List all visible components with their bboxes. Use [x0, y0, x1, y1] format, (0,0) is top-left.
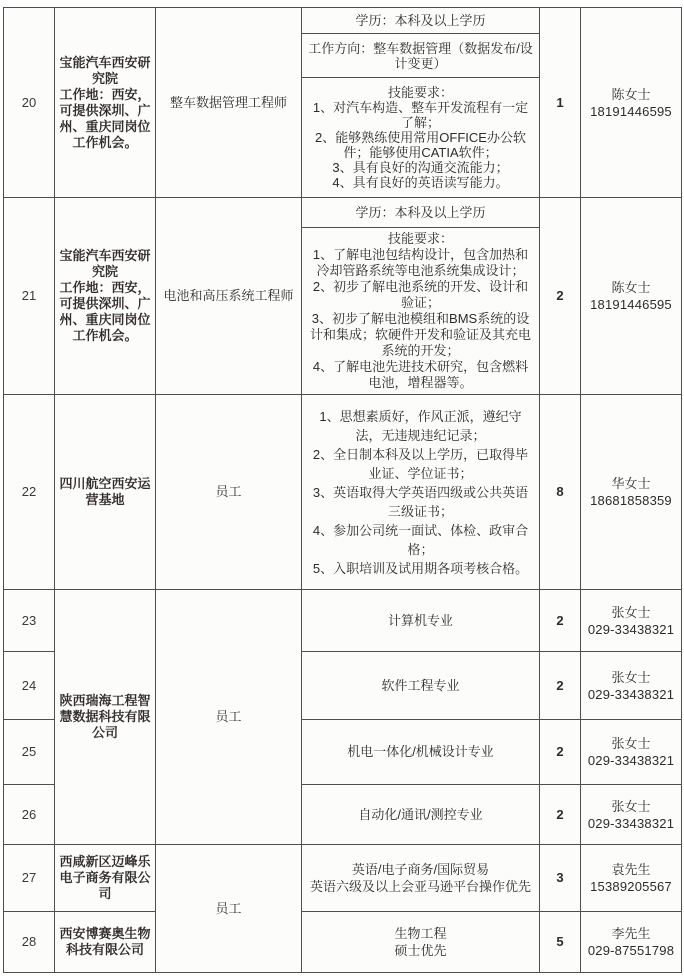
row-23-count-cell: 2: [540, 590, 581, 652]
requirement-line: 英语/电子商务/国际贸易: [351, 862, 490, 877]
skills-title: 技能要求：: [387, 231, 453, 246]
row-25-count-cell: 2: [540, 720, 581, 785]
table-row-23: [4, 590, 682, 652]
row-25-number-cell: 25: [4, 720, 55, 785]
row-20-count-cell: 1: [540, 8, 581, 198]
contact-phone: 15389205567: [590, 879, 672, 894]
requirement-line: 生物工程: [394, 926, 447, 941]
requirements-list: [305, 403, 536, 582]
row-21-requirements-cell: [302, 198, 540, 395]
row-26-count-cell: 2: [540, 785, 581, 845]
company-name: 西安博赛奥生物科技有限公司: [59, 926, 151, 957]
row-21-count-cell: 2: [540, 198, 581, 395]
row-27-requirements-cell: [302, 845, 540, 912]
company-name: 宝能汽车西安研究院: [59, 54, 151, 86]
row-24-count-cell: 2: [540, 652, 581, 720]
row-28-company-cell: [55, 912, 156, 973]
row-24-requirements-cell: 软件工程专业: [302, 652, 540, 720]
row-27-count-cell: 3: [540, 845, 581, 912]
rows-27-28-position-cell: 员工: [156, 845, 302, 973]
row-20-number-cell: 20: [4, 8, 55, 198]
contact-name: 袁先生: [611, 862, 651, 877]
education-subrow: 学历：本科及以上学历: [302, 8, 539, 34]
row-20-company-cell: [55, 8, 156, 198]
skill-line: 4、具有良好的英语读写能力。: [332, 175, 509, 190]
requirement-line: 5、入职培训及试用期各项考核合格。: [312, 560, 529, 576]
contact-phone: 029-33438321: [587, 815, 675, 831]
row-22-company-cell: [55, 395, 156, 590]
row-22-requirements-cell: [302, 395, 540, 590]
requirement-line: 3、英语取得大学英语四级或公共英语三级证书；: [312, 484, 529, 519]
row-24-contact-cell: [581, 652, 682, 720]
company-note: 工作地：西安，可提供深圳、广州、重庆同岗位工作机会。: [59, 86, 151, 150]
contact-phone: 18681858359: [590, 493, 672, 508]
contact-phone: 029-33438321: [587, 621, 675, 637]
row-23-contact-cell: [581, 590, 682, 652]
requirement-line: 2、全日制本科及以上学历，已取得毕业证、学位证书；: [312, 446, 529, 481]
table-row-21: [4, 198, 682, 395]
row-23-number-cell: 23: [4, 590, 55, 652]
row-22-contact-cell: [581, 395, 682, 590]
requirements-subtable: [302, 198, 539, 394]
row-26-contact-cell: [581, 785, 682, 845]
contact-name: 李先生: [611, 926, 651, 941]
row-24-number-cell: 24: [4, 652, 55, 720]
skill-line: 4、了解电池先进技术研究，包含燃料电池，增程器等。: [312, 359, 529, 390]
contact-name: 华女士: [611, 476, 651, 491]
row-26-number-cell: 26: [4, 785, 55, 845]
skills-subrow: [302, 228, 539, 394]
contact-name: 张女士: [611, 798, 651, 814]
row-21-number-cell: 21: [4, 198, 55, 395]
row-21-position-cell: 电池和高压系统工程师: [156, 198, 302, 395]
table-row-28: [4, 912, 682, 973]
contact-name: 张女士: [611, 669, 651, 685]
requirement-line: 硕士优先: [394, 943, 447, 958]
row-21-contact-cell: [581, 198, 682, 395]
row-22-position-cell: 员工: [156, 395, 302, 590]
skills-subrow: [302, 78, 539, 197]
rows-23-26-position-cell: 员工: [156, 590, 302, 845]
requirements-subtable: [302, 8, 539, 197]
row-25-contact-cell: [581, 720, 682, 785]
company-name: 宝能汽车西安研究院: [59, 248, 151, 279]
row-28-number-cell: 28: [4, 912, 55, 973]
requirement-line: 1、思想素质好，作风正派，遵纪守法，无违规违纪记录；: [319, 408, 522, 443]
company-name: 西咸新区迈峰乐电子商务有限公司: [59, 854, 151, 901]
skill-line: 3、初步了解电池模组和BMS系统的设计和集成；软硬件开发和验证及其充电系统的开发；: [309, 311, 531, 358]
table-row-20: [4, 8, 682, 198]
table-row-22: [4, 395, 682, 590]
row-28-contact-cell: [581, 912, 682, 973]
requirement-line: 英语六级及以上会亚马逊平台操作优先: [309, 879, 531, 894]
contact-name: 陈女士: [611, 86, 651, 102]
row-20-contact-cell: [581, 8, 682, 198]
contact-name: 陈女士: [611, 280, 651, 295]
row-26-requirements-cell: 自动化/通讯/测控专业: [302, 785, 540, 845]
row-22-count-cell: 8: [540, 395, 581, 590]
row-27-number-cell: 27: [4, 845, 55, 912]
row-27-company-cell: [55, 845, 156, 912]
direction-subrow: 工作方向：整车数据管理（数据发布/设计变更）: [302, 34, 539, 78]
skill-line: 2、初步了解电池系统的开发、设计和验证；: [312, 279, 529, 310]
contact-phone: 18191446595: [590, 103, 672, 119]
company-name: 四川航空西安运营基地: [59, 476, 151, 507]
contact-phone: 029-87551798: [587, 943, 675, 958]
skill-line: 1、了解电池包结构设计，包含加热和冷却管路系统等电池系统集成设计；: [312, 247, 529, 278]
contact-name: 张女士: [611, 736, 651, 751]
contact-phone: 029-33438321: [587, 686, 675, 702]
contact-phone: 18191446595: [590, 297, 672, 312]
company-note: 工作地：西安，可提供深圳、广州、重庆同岗位工作机会。: [59, 280, 151, 343]
row-20-requirements-cell: [302, 8, 540, 198]
contact-phone: 029-33438321: [587, 753, 675, 768]
recruitment-table: [3, 7, 682, 973]
company-name: 陕西瑞海工程智慧数据科技有限公司: [59, 693, 151, 740]
skill-line: 1、对汽车构造、整车开发流程有一定了解；: [312, 100, 529, 130]
contact-name: 张女士: [611, 604, 651, 620]
rows-23-26-company-cell: [55, 590, 156, 845]
row-25-requirements-cell: 机电一体化/机械设计专业: [302, 720, 540, 785]
row-28-count-cell: 5: [540, 912, 581, 973]
skills-title: 技能要求：: [387, 85, 453, 100]
education-subrow: 学历：本科及以上学历: [302, 198, 539, 228]
row-22-number-cell: 22: [4, 395, 55, 590]
row-28-requirements-cell: [302, 912, 540, 973]
skill-line: 3、具有良好的沟通交流能力；: [332, 160, 509, 175]
row-21-company-cell: [55, 198, 156, 395]
row-20-position-cell: 整车数据管理工程师: [156, 8, 302, 198]
requirement-line: 4、参加公司统一面试、体检、政审合格；: [312, 522, 529, 557]
row-23-requirements-cell: 计算机专业: [302, 590, 540, 652]
skill-line: 2、能够熟练使用常用OFFICE办公软件；能够使用CATIA软件；: [315, 130, 526, 160]
row-27-contact-cell: [581, 845, 682, 912]
table-row-27: [4, 845, 682, 912]
